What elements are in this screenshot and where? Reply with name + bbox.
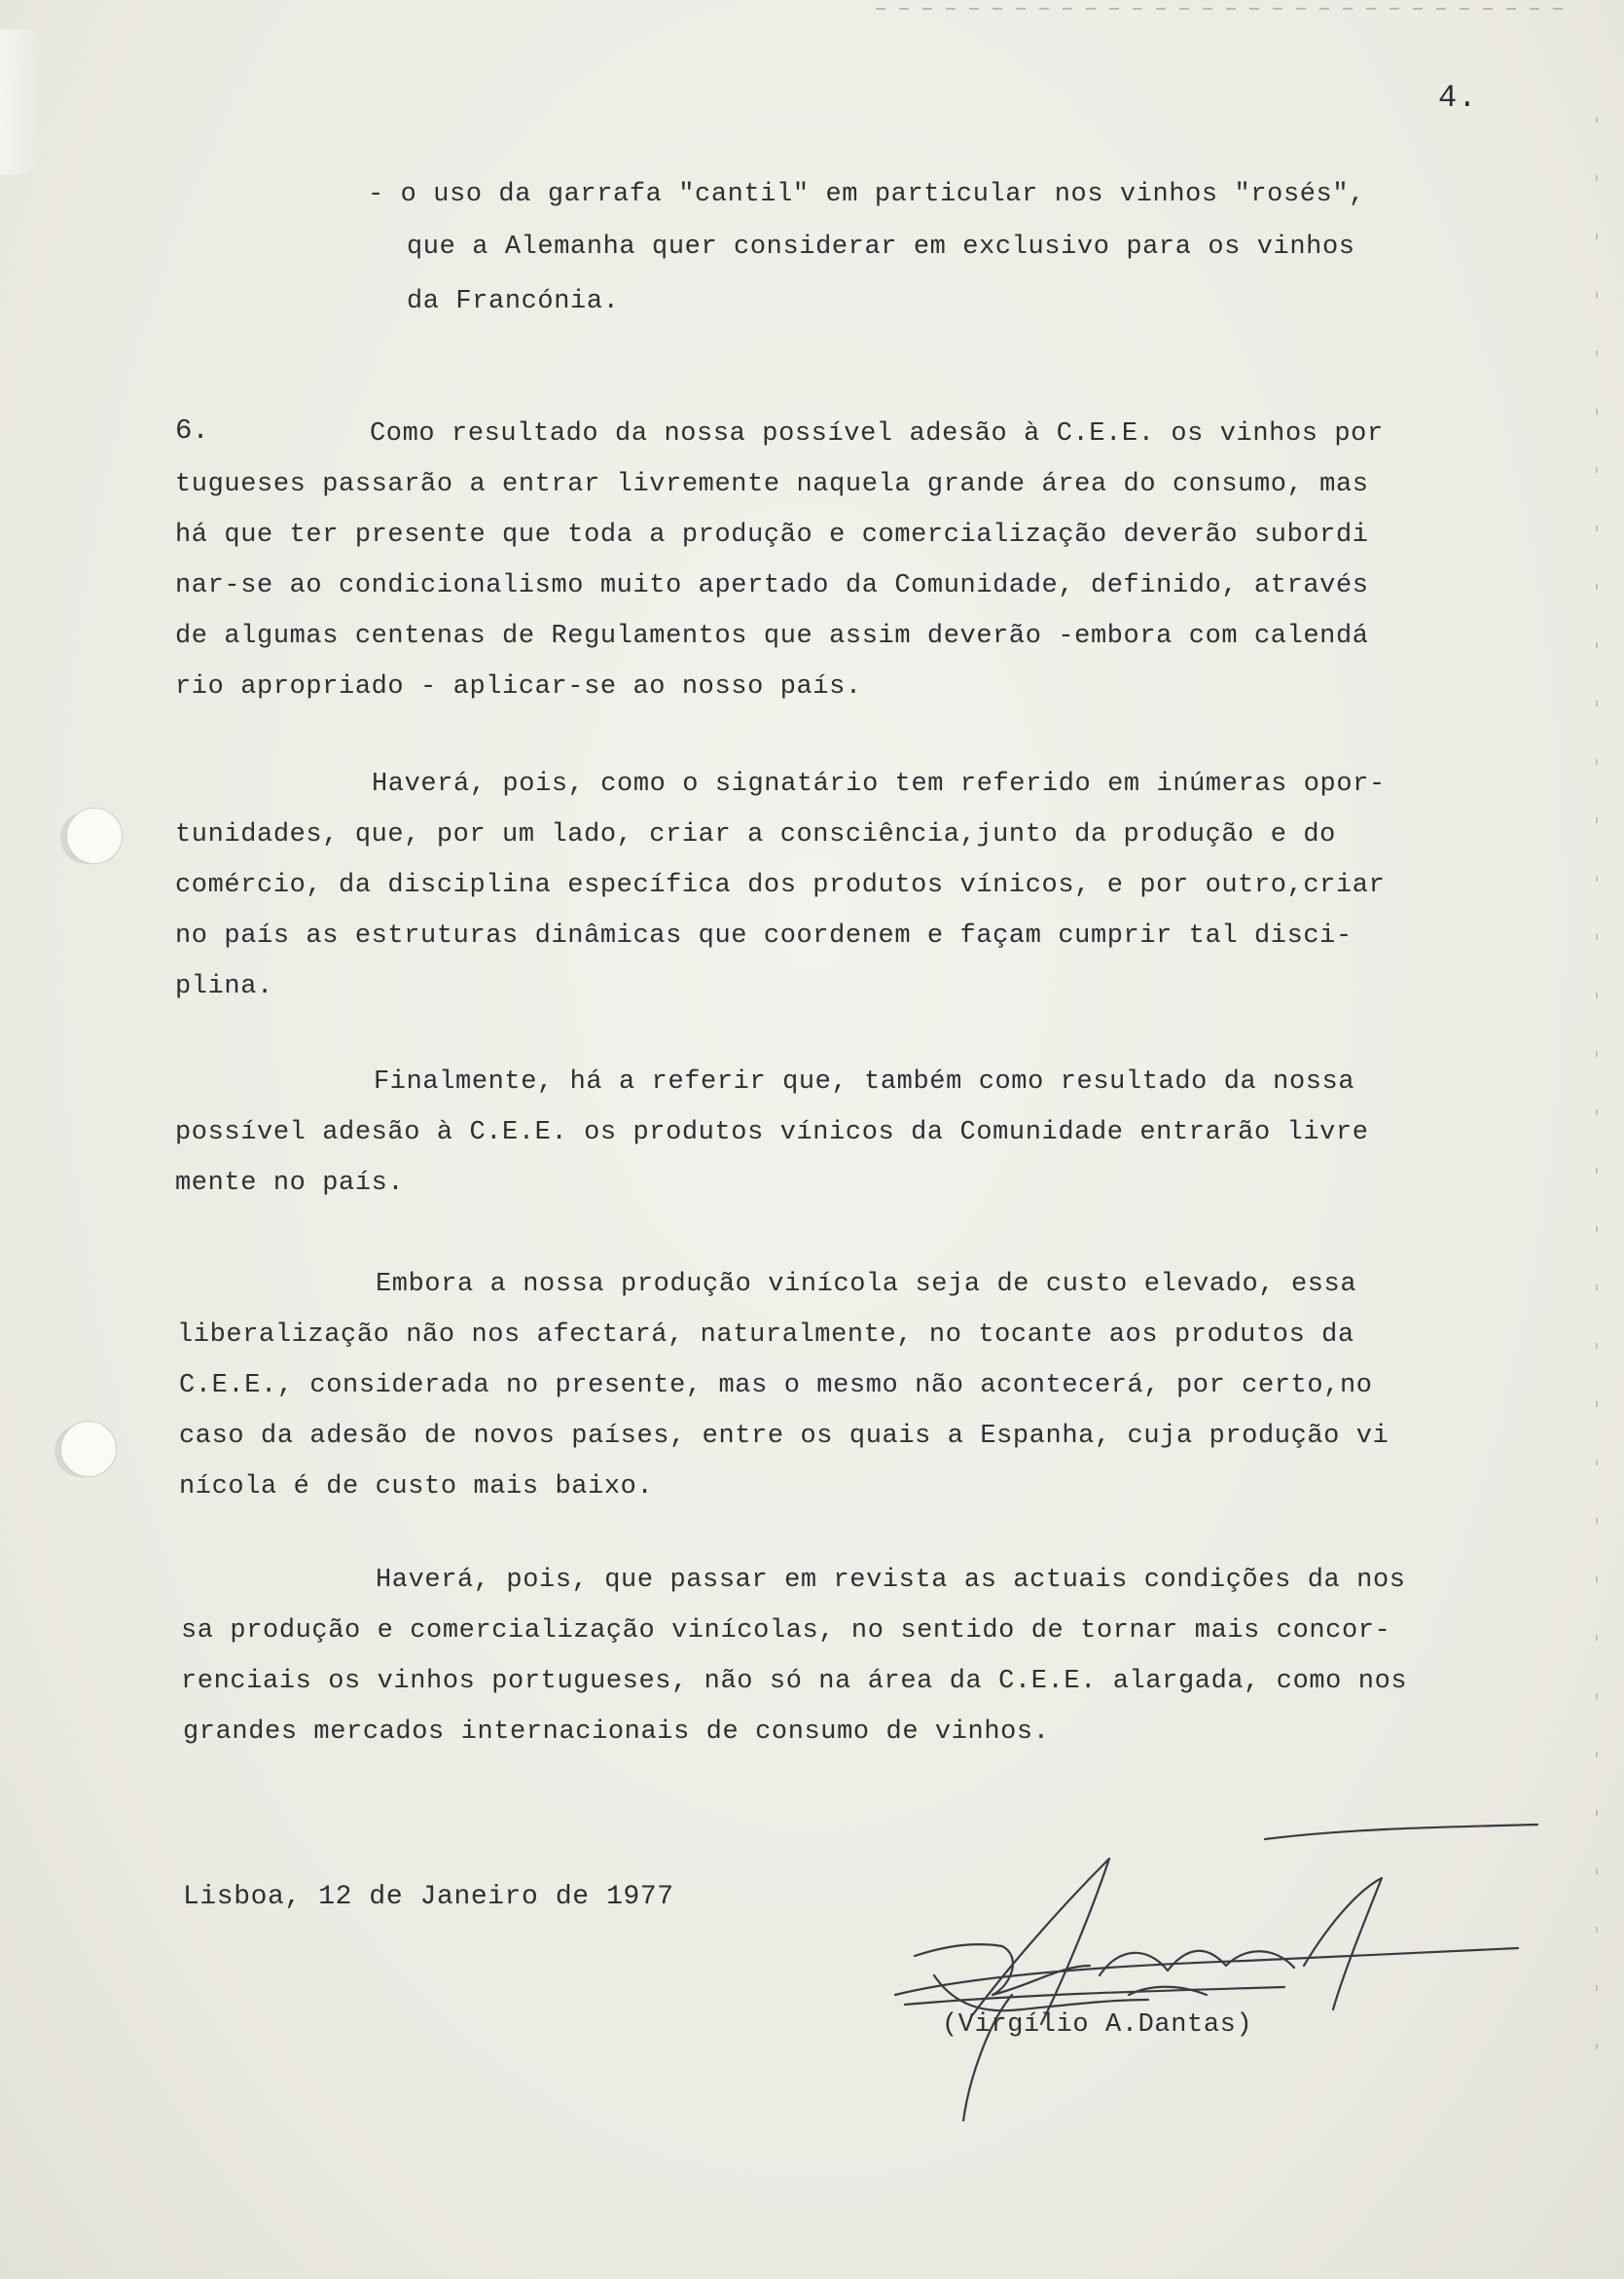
paragraph-4-line-3: C.E.E., considerada no presente, mas o mesmo não acontecerá, por certo,no	[179, 1371, 1373, 1400]
paragraph-5-line-4: grandes mercados internacionais de consumo de vinhos.	[183, 1718, 1050, 1747]
paragraph-3-line-1: Finalmente, há a referir que, também como resultado da nossa	[374, 1067, 1355, 1097]
paragraph-3-line-2: possível adesão à C.E.E. os produtos vínicos da Comunidade entrarão livre	[175, 1118, 1369, 1147]
paragraph-2-line-4: no país as estruturas dinâmicas que coordenem e façam cumprir tal disci-	[175, 922, 1353, 951]
top-edge-mark	[876, 8, 1576, 10]
paragraph-1-line-3: há que ter presente que toda a produção e comercialização deverão subordi	[175, 521, 1369, 550]
punch-hole-bottom	[60, 1421, 117, 1477]
paragraph-1-line-4: nar-se ao condicionalismo muito apertado da Comunidade, definido, através	[175, 571, 1369, 600]
paragraph-4-line-2: liberalização não nos afectará, naturalmente, no tocante aos produtos da	[177, 1320, 1354, 1350]
date-place: Lisboa, 12 de Janeiro de 1977	[183, 1882, 674, 1912]
paragraph-3-line-3: mente no país.	[175, 1169, 405, 1198]
signatory-name: (Virgílio A.Dantas)	[942, 2010, 1253, 2040]
paragraph-1-line-6: rio apropriado - aplicar-se ao nosso país.	[175, 672, 862, 702]
paragraph-5-line-1: Haverá, pois, que passar em revista as actuais condições da nos	[376, 1566, 1406, 1595]
paragraph-1-line-1: Como resultado da nossa possível adesão à C.E.E. os vinhos por	[370, 419, 1384, 449]
paragraph-4-line-4: caso da adesão de novos países, entre os quais a Espanha, cuja produção vi	[179, 1422, 1389, 1451]
paragraph-2-line-3: comércio, da disciplina específica dos produtos vínicos, e por outro,criar	[175, 871, 1386, 900]
paragraph-2-line-2: tunidades, que, por um lado, criar a consciência,junto da produção e do	[175, 820, 1336, 850]
section-number: 6.	[175, 415, 209, 447]
margin-marks	[1596, 117, 1598, 2063]
bullet-line-1: - o uso da garrafa "cantil" em particular nos vinhos "rosés",	[368, 180, 1365, 209]
paragraph-2-line-1: Haverá, pois, como o signatário tem referido em inúmeras opor-	[372, 770, 1386, 799]
punch-hole-top	[66, 808, 123, 864]
paragraph-1-line-2: tugueses passarão a entrar livremente naquela grande área do consumo, mas	[175, 470, 1369, 499]
torn-edge	[0, 29, 45, 175]
bullet-line-3: da Francónia.	[407, 287, 620, 316]
paragraph-2-line-5: plina.	[175, 972, 273, 1001]
bullet-line-2: que a Alemanha quer considerar em exclusivo para os vinhos	[407, 233, 1355, 262]
paragraph-1-line-5: de algumas centenas de Regulamentos que assim deverão -embora com calendá	[175, 622, 1369, 651]
paragraph-4-line-1: Embora a nossa produção vinícola seja de custo elevado, essa	[376, 1270, 1357, 1299]
paragraph-5-line-2: sa produção e comercialização vinícolas, no sentido de tornar mais concor-	[181, 1616, 1391, 1646]
page-number: 4.	[1438, 80, 1478, 116]
paragraph-5-line-3: renciais os vinhos portugueses, não só na área da C.E.E. alargada, como nos	[181, 1667, 1408, 1696]
paragraph-4-line-5: nícola é de custo mais baixo.	[179, 1472, 654, 1501]
handwritten-signature	[856, 1800, 1557, 2121]
